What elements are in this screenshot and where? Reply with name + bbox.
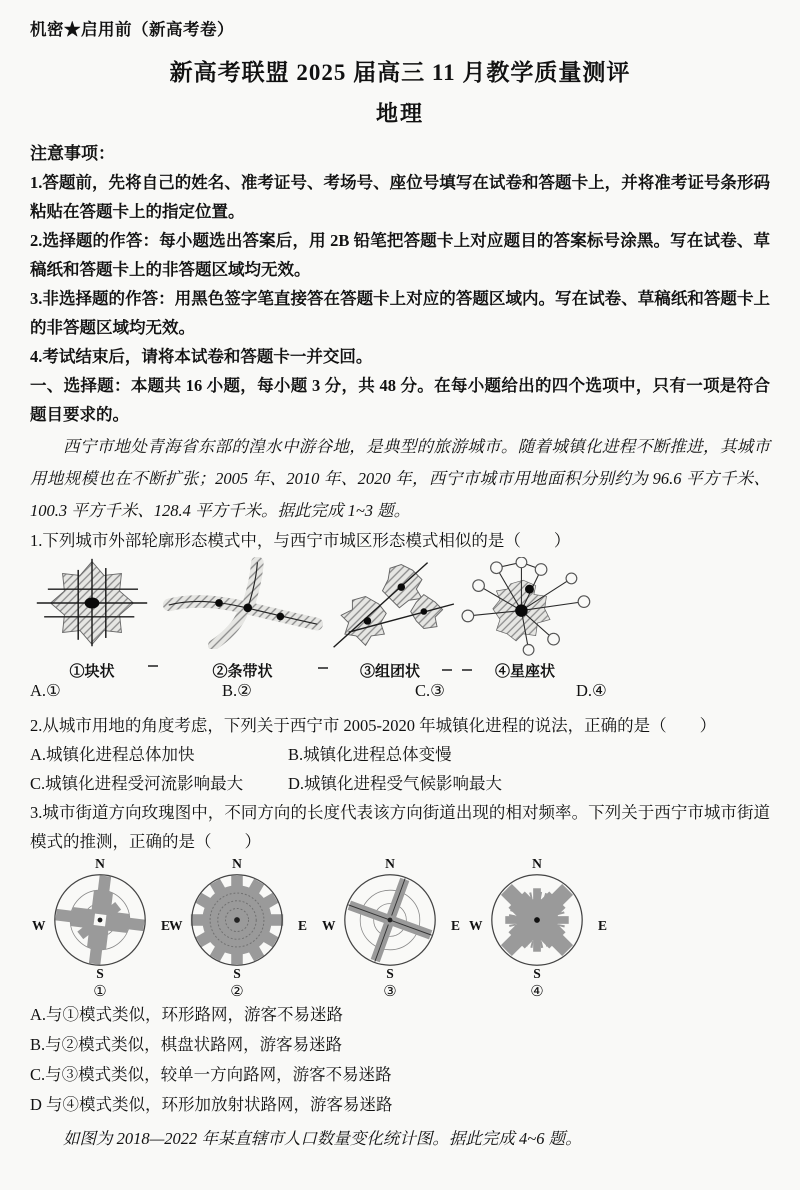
- figure-constellation-form: [445, 557, 605, 681]
- q2-option-c: C.城镇化进程受河流影响最大: [30, 774, 244, 793]
- figure-cluster-form: [320, 557, 460, 681]
- compass-w-label: W: [169, 918, 183, 933]
- q3-option-b: B.与②模式类似，棋盘状路网，游客易迷路: [30, 1035, 343, 1054]
- security-mark: 机密★启用前（新高考卷）: [30, 20, 234, 39]
- block-form-diagram: [30, 557, 154, 649]
- q3-stem: 3.城市街道方向玫瑰图中，不同方向的长度代表该方向街道出现的相对频率。下列关于西宁市城市街道模式的推测，正确的是（ ）: [30, 803, 770, 851]
- cluster-form-diagram: [320, 557, 460, 651]
- rose-number-2: ②: [230, 984, 244, 1000]
- figure-label-block: ①块状: [69, 664, 115, 680]
- figure-label-cluster: ③组团状: [359, 664, 420, 680]
- compass-s-label: S: [386, 966, 394, 981]
- passage-xining: 西宁市地处青海省东部的湟水中游谷地，是典型的旅游城市。随着城镇化进程不断推进，其城市用地规模也在不断扩张；2005 年、2010 年、2020 年，西宁市城市用地面积分别约为 96.6 平方千米、100.3 平方千米、128.4 平方千米。据此完成 1~3 题。: [30, 437, 770, 520]
- compass-e-label: E: [450, 918, 460, 933]
- q2-options-row-1: [30, 740, 770, 769]
- notices-heading: 注意事项：: [30, 144, 115, 163]
- rose-diagram-3: [322, 856, 460, 1000]
- compass-n-label: N: [95, 856, 105, 871]
- rose-diagram-1: [32, 856, 170, 1000]
- compass-w-label: W: [322, 918, 336, 933]
- street-rose-radial: [479, 870, 595, 970]
- subject-title: 地理: [375, 101, 424, 126]
- q3-option-c: C.与③模式类似，较单一方向路网，游客不易迷路: [30, 1065, 392, 1084]
- q1-stem: 1.下列城市外部轮廓形态模式中，与西宁市城区形态模式相似的是（ ）: [30, 531, 571, 550]
- figure-block-form: [30, 557, 154, 681]
- rose-number-4: ④: [530, 984, 544, 1000]
- compass-n-label: N: [532, 856, 542, 871]
- section-1-heading: 一、选择题：本题共 16 小题，每小题 3 分，共 48 分。在每小题给出的四个选项中，只有一项是符合题目要求的。: [30, 376, 770, 424]
- rose-diagram-2: [169, 856, 307, 1000]
- q1-option-b: B.②: [222, 681, 252, 700]
- q3-option-d: D 与④模式类似，环形加放射状路网，游客易迷路: [30, 1095, 393, 1114]
- q1-option-c: C.③: [415, 681, 445, 700]
- compass-w-label: W: [32, 918, 46, 933]
- exam-title: 新高考联盟 2025 届高三 11 月教学质量测评: [169, 60, 631, 85]
- rose-number-1: ①: [93, 984, 107, 1000]
- q2-option-a: A.城镇化进程总体加快: [30, 745, 195, 764]
- q1-figure-row: [30, 557, 770, 681]
- scan-artifact-dash: [462, 669, 472, 671]
- compass-e-label: E: [297, 918, 307, 933]
- compass-s-label: S: [96, 966, 104, 981]
- ribbon-form-diagram: [160, 557, 325, 649]
- rose-number-3: ③: [383, 984, 397, 1000]
- q3-rose-row: [30, 858, 770, 1000]
- q1-option-d: D.④: [576, 681, 607, 700]
- notice-item-4: 4.考试结束后，请将本试卷和答题卡一并交回。: [30, 347, 373, 366]
- figure-label-constellation: ④星座状: [494, 664, 555, 680]
- compass-n-label: N: [232, 856, 242, 871]
- q3-option-a: A.与①模式类似，环形路网，游客不易迷路: [30, 1005, 344, 1024]
- scan-artifact-dash: [318, 667, 328, 669]
- q2-option-b: B.城镇化进程总体变慢: [288, 745, 452, 764]
- q2-options-row-2: [30, 769, 770, 798]
- street-rose-dense: [179, 870, 295, 970]
- scan-artifact-dash: [442, 669, 452, 671]
- q2-option-d: D.城镇化进程受气候影响最大: [288, 774, 503, 793]
- notice-item-3: 3.非选择题的作答：用黑色签字笔直接答在答题卡上对应的答题区域内。写在试卷、草稿纸和答题卡上的非答题区域均无效。: [30, 289, 770, 337]
- notice-item-2: 2.选择题的作答：每小题选出答案后，用 2B 铅笔把答题卡上对应题目的答案标号涂黑。写在试卷、草稿纸和答题卡上的非答题区域均无效。: [30, 231, 770, 279]
- q1-option-a: A.①: [30, 681, 61, 700]
- figure-label-ribbon: ②条带状: [212, 664, 273, 680]
- figure-ribbon-form: [160, 557, 325, 681]
- compass-w-label: W: [469, 918, 483, 933]
- compass-e-label: E: [160, 918, 170, 933]
- q1-options-row: [30, 681, 770, 707]
- passage-q4-6-intro: 如图为 2018—2022 年某直辖市人口数量变化统计图。据此完成 4~6 题。: [63, 1129, 582, 1148]
- constellation-form-diagram: [445, 557, 605, 657]
- compass-s-label: S: [533, 966, 541, 981]
- compass-n-label: N: [385, 856, 395, 871]
- street-rose-cross: [42, 870, 158, 970]
- scan-artifact-dash: [148, 665, 158, 667]
- q2-stem: 2.从城市用地的角度考虑，下列关于西宁市 2005-2020 年城镇化进程的说法，正确的是（ ）: [30, 716, 717, 735]
- compass-s-label: S: [233, 966, 241, 981]
- compass-e-label: E: [597, 918, 607, 933]
- rose-diagram-4: [469, 856, 607, 1000]
- street-rose-diagonal: [332, 870, 448, 970]
- notice-item-1: 1.答题前，先将自己的姓名、准考证号、考场号、座位号填写在试卷和答题卡上，并将准考证号条形码粘贴在答题卡上的指定位置。: [30, 173, 770, 221]
